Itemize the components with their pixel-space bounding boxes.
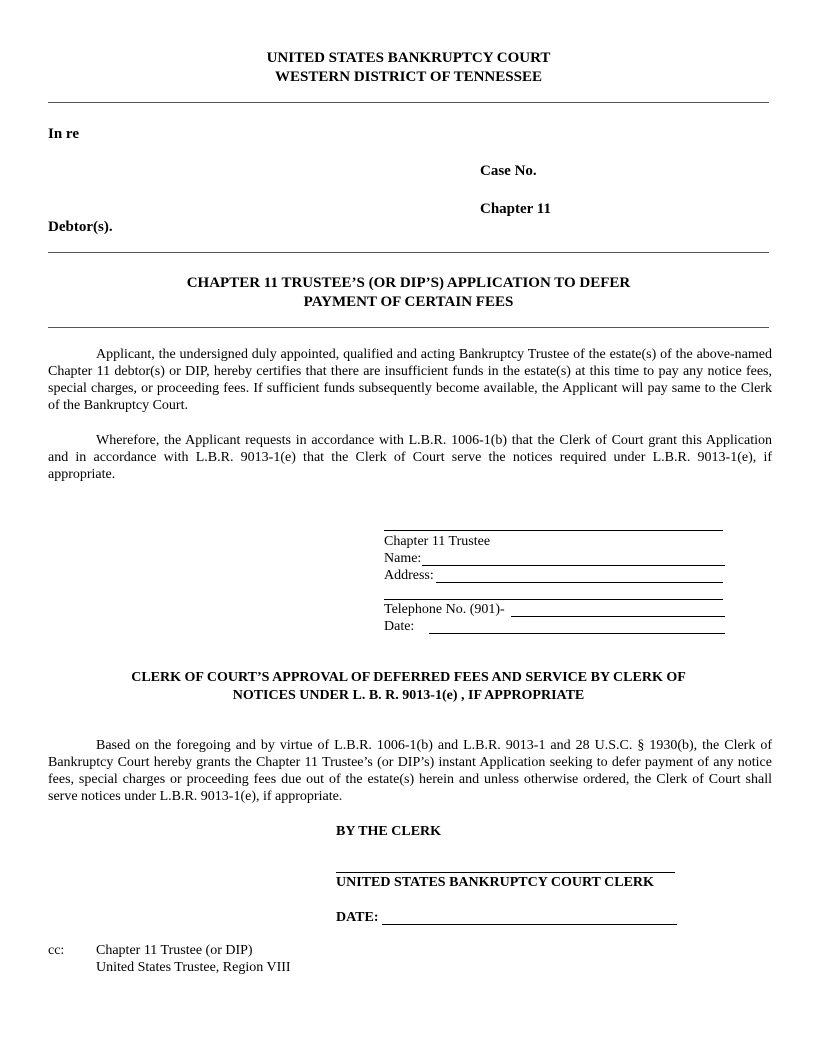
by-the-clerk-label: BY THE CLERK [336,824,442,839]
trustee-telephone-field[interactable] [384,601,725,618]
title-divider [48,327,769,328]
approval-paragraph: Based on the foregoing and by virtue of L.B.R. 1006-1(b) and L.B.R. 9013-1 and 28 U.S.C. § 1930(b), the Clerk of Bankruptcy Court hereby grants the Chapter 11 Trustee’s (or DIP’s) instant Application seeking to defer payment of any notice fees, special charges or proceeding fees due out of the estate(s) herein and unless otherwise ordered, the Clerk of Court shall serve notices under L.B.R. 9013-1(e), if appropriate. [48,738,772,804]
clerk-date-label: DATE: [336,910,379,925]
trustee-name-field[interactable] [384,550,725,567]
telephone-blank[interactable] [511,601,725,617]
name-label: Name: [384,551,422,566]
name-blank[interactable] [422,550,725,566]
cc-label: cc: [48,943,65,958]
in-re-label: In re [48,126,79,142]
caption-divider [48,252,769,253]
case-number-label: Case No. [480,163,537,179]
cc-recipient-trustee: Chapter 11 Trustee (or DIP) [96,943,253,958]
trustee-role: Chapter 11 Trustee [384,534,491,549]
approval-title-line-2: NOTICES UNDER L. B. R. 9013-1(e) , IF APPROPRIATE [232,688,585,703]
address-second-line[interactable] [384,584,723,600]
application-title-line-2: PAYMENT OF CERTAIN FEES [303,294,514,310]
approval-title-line-1: CLERK OF COURT’S APPROVAL OF DEFERRED FEES AND SERVICE BY CLERK OF [131,670,686,685]
date-blank[interactable] [429,618,725,634]
certification-paragraph: Applicant, the undersigned duly appointed, qualified and acting Bankruptcy Trustee of the estate(s) of the above-named Chapter 11 debtor(s) or DIP, hereby certifies that there are insufficient funds in the estate(s) at this time to pay any notice fees, special charges, or proceeding fees. If sufficient funds subsequently become available, the Applicant will pay same to the Clerk of the Bankruptcy Court. [48,347,772,413]
request-paragraph: Wherefore, the Applicant requests in accordance with L.B.R. 1006-1(b) that the Clerk of Court grant this Application and in accordance with L.B.R. 9013-1(e) that the Clerk of Court serve the notices required under L.B.R. 9013-1(e), if appropriate. [48,433,772,482]
trustee-signature-line[interactable] [384,514,723,531]
telephone-label: Telephone No. (901)- [384,602,505,617]
header-divider [48,102,769,103]
district-name: WESTERN DISTRICT OF TENNESSEE [275,69,542,85]
trustee-date-field[interactable] [384,618,725,635]
address-blank[interactable] [436,567,723,583]
clerk-signature-line[interactable] [336,857,675,873]
clerk-date-field[interactable] [336,909,677,926]
clerk-title: UNITED STATES BANKRUPTCY COURT CLERK [336,875,654,890]
application-title-line-1: CHAPTER 11 TRUSTEE’S (OR DIP’S) APPLICATION TO DEFER [186,275,631,291]
date-label: Date: [384,619,415,634]
address-label: Address: [384,568,434,583]
chapter-label: Chapter 11 [480,201,551,217]
clerk-date-blank[interactable] [382,909,677,925]
debtors-label: Debtor(s). [48,219,113,235]
court-name: UNITED STATES BANKRUPTCY COURT [266,50,551,66]
cc-recipient-us-trustee: United States Trustee, Region VIII [96,960,291,975]
trustee-address-field[interactable] [384,567,723,584]
